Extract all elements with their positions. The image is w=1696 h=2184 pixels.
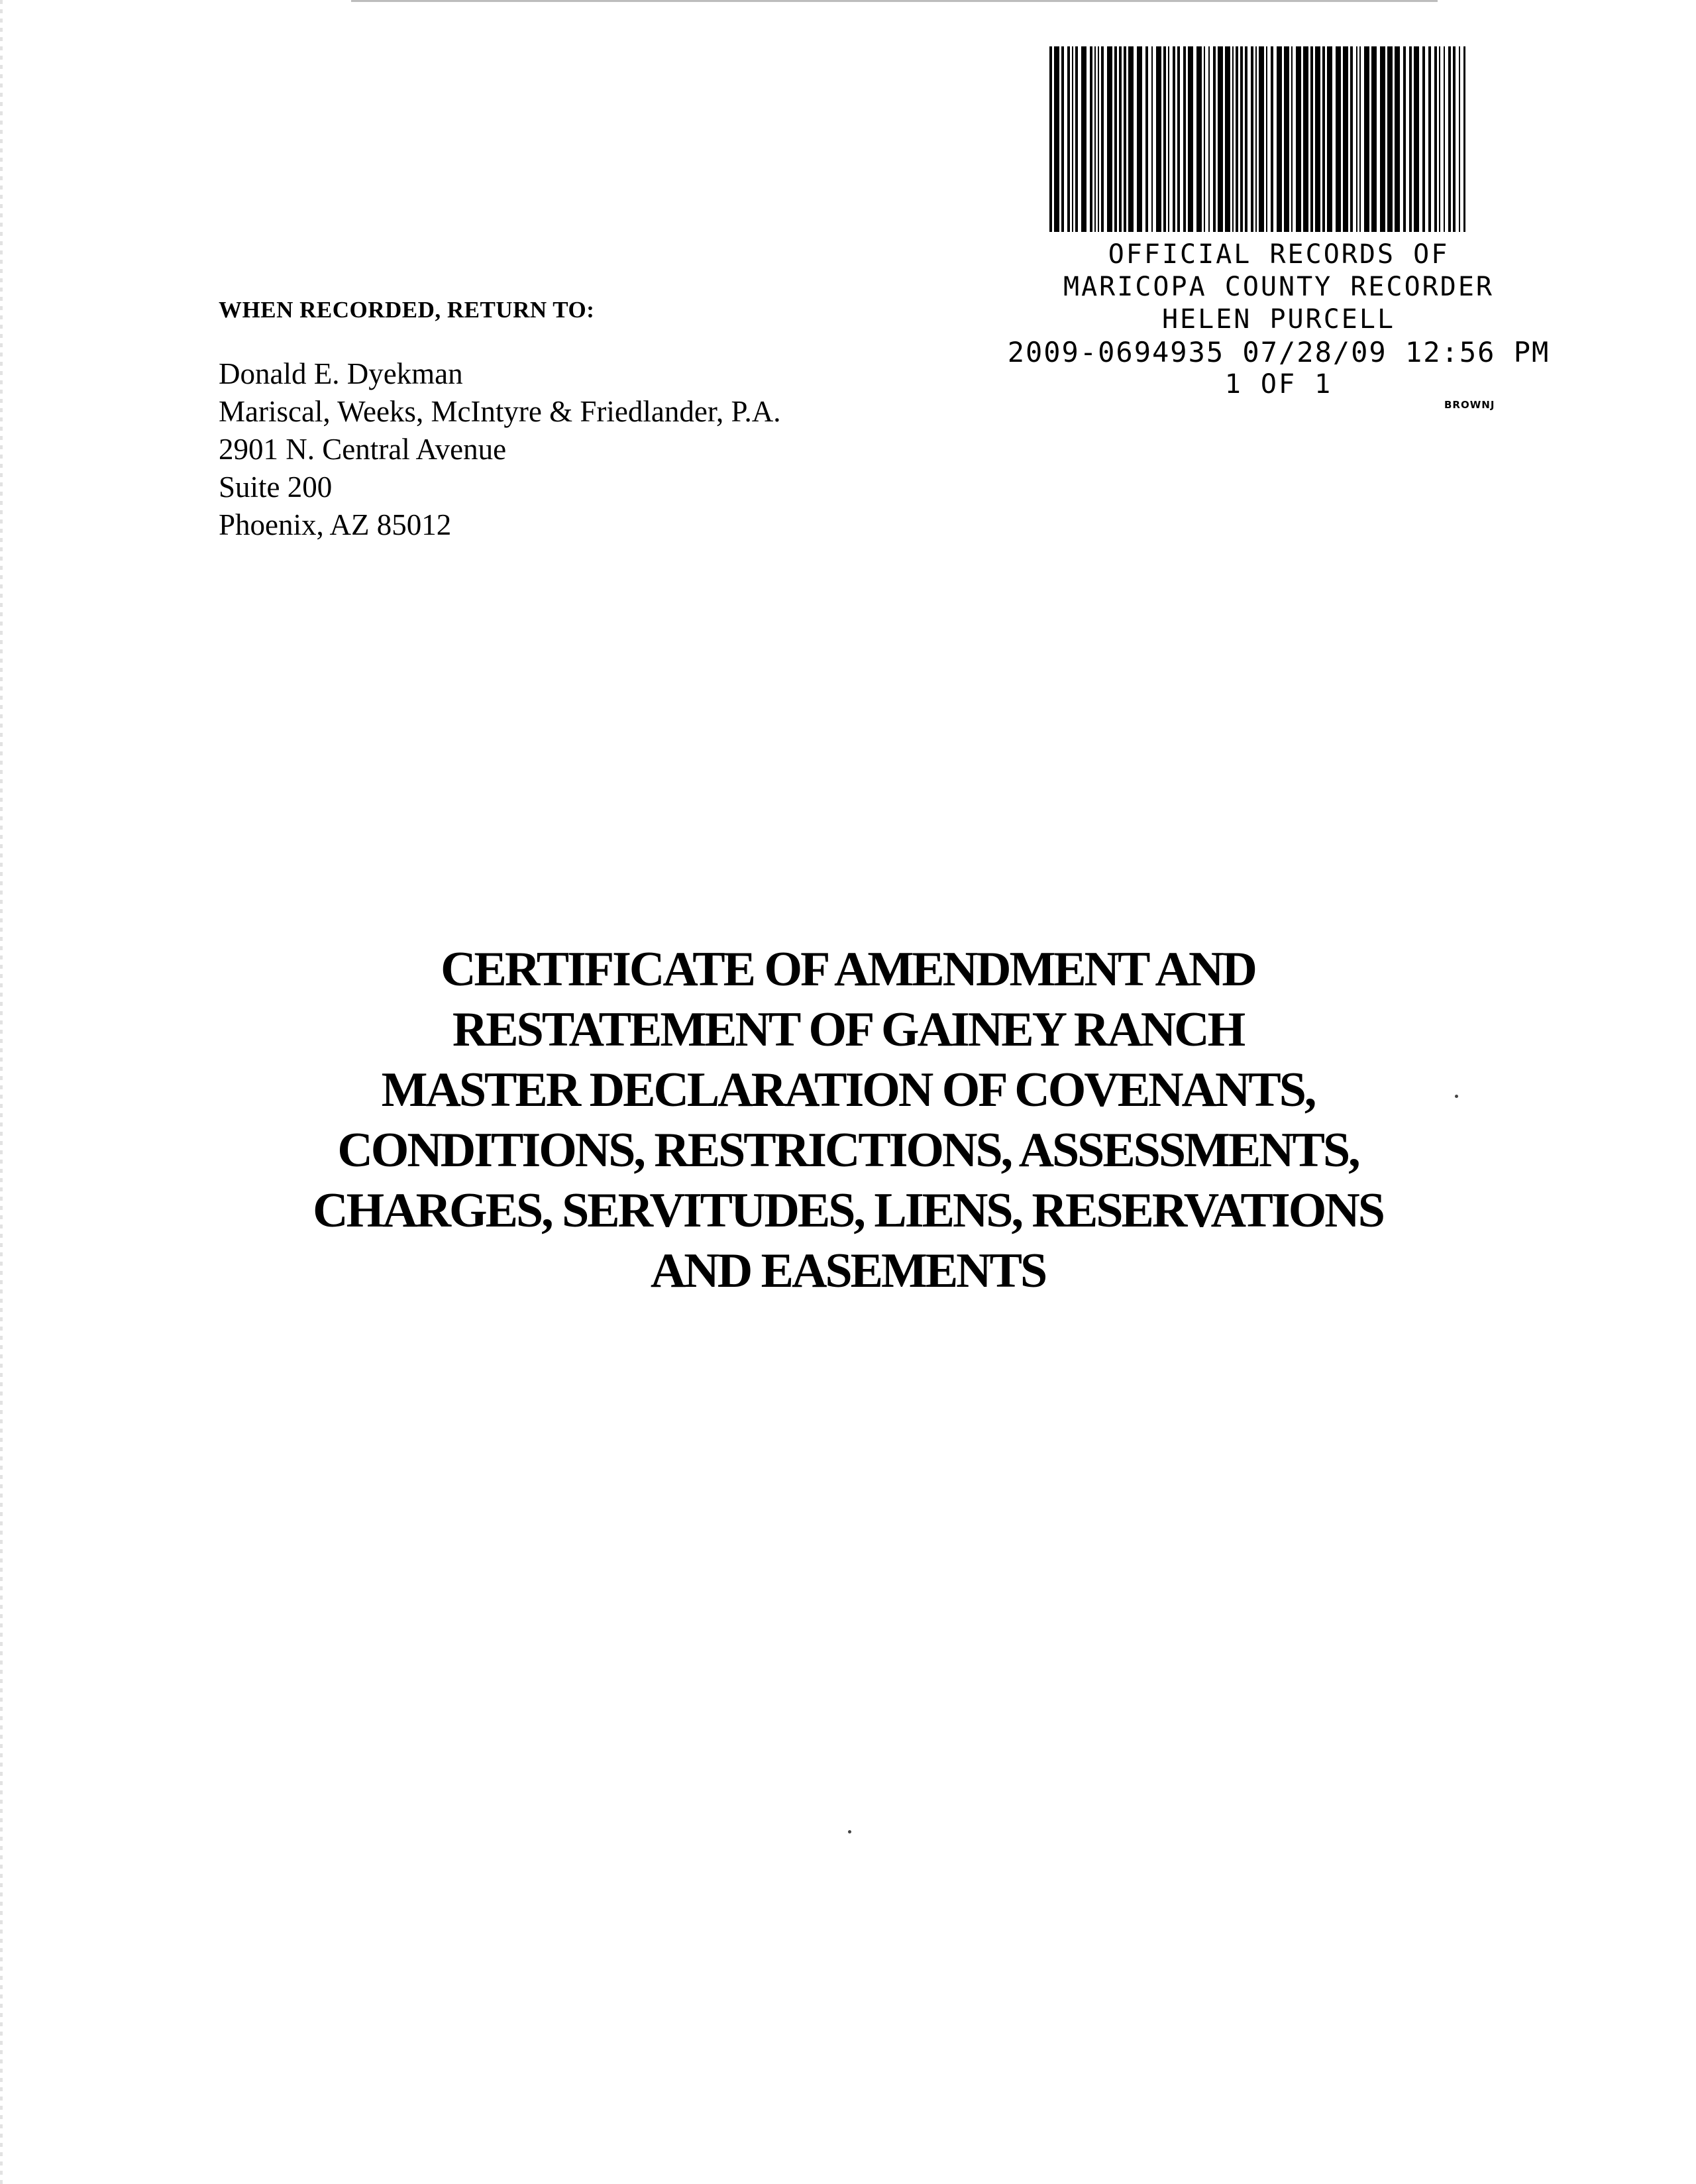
barcode-bar-15 xyxy=(1128,46,1134,232)
barcode-bar-65 xyxy=(1434,46,1437,232)
page-count: 1 OF 1 xyxy=(1224,369,1333,400)
barcode-bar-14 xyxy=(1124,46,1126,232)
barcode-bar-7 xyxy=(1090,46,1092,232)
barcode-bar-2 xyxy=(1061,46,1064,232)
barcode-bar-13 xyxy=(1119,46,1122,232)
barcode-bar-3 xyxy=(1067,46,1070,232)
barcode-bar-49 xyxy=(1327,46,1332,232)
barcode-bar-56 xyxy=(1371,46,1377,232)
stamp-line-3: HELEN PURCELL xyxy=(1161,304,1396,335)
barcode-bar-69 xyxy=(1453,46,1456,232)
title-line-4: CONDITIONS, RESTRICTIONS, ASSESSMENTS, xyxy=(337,1123,1359,1177)
title-line-3: MASTER DECLARATION OF COVENANTS, xyxy=(381,1063,1315,1117)
barcode-bar-54 xyxy=(1359,46,1361,232)
barcode-bar-4 xyxy=(1072,46,1073,232)
barcode-bar-45 xyxy=(1303,46,1308,232)
barcode-bar-48 xyxy=(1322,46,1325,232)
scan-edge-top xyxy=(351,0,1438,2)
barcode-bar-50 xyxy=(1336,46,1341,232)
barcode-bar-53 xyxy=(1356,46,1357,232)
barcode-bar-47 xyxy=(1315,46,1320,232)
scan-speck xyxy=(848,1830,851,1833)
barcode-bar-12 xyxy=(1114,46,1117,232)
barcode-bar-22 xyxy=(1173,46,1175,232)
barcode-bar-0 xyxy=(1049,46,1052,232)
title-line-1: CERTIFICATE OF AMENDMENT AND xyxy=(441,942,1255,997)
barcode-bar-70 xyxy=(1459,46,1460,232)
barcode-bar-43 xyxy=(1291,46,1293,232)
barcode-bar-1 xyxy=(1054,46,1059,232)
barcode-bar-59 xyxy=(1395,46,1400,232)
barcode-bar-52 xyxy=(1350,46,1353,232)
barcode-bar-40 xyxy=(1271,46,1273,232)
barcode-bar-28 xyxy=(1208,46,1210,232)
barcode-bar-35 xyxy=(1245,46,1247,232)
barcode-bar-61 xyxy=(1409,46,1412,232)
barcode-bar-71 xyxy=(1463,46,1465,232)
barcode-bar-41 xyxy=(1277,46,1282,232)
barcode-bar-51 xyxy=(1343,46,1348,232)
return-address xyxy=(219,355,781,544)
barcode-bar-55 xyxy=(1364,46,1369,232)
barcode-bar-37 xyxy=(1255,46,1257,232)
barcode-bar-17 xyxy=(1145,46,1148,232)
stamp-line-2: MARICOPA COUNTY RECORDER xyxy=(1063,272,1494,302)
title-line-6: AND EASEMENTS xyxy=(650,1244,1046,1298)
address-suite: Suite 200 xyxy=(219,470,333,504)
barcode-bar-25 xyxy=(1188,46,1193,232)
barcode-bar-57 xyxy=(1380,46,1385,232)
barcode-bar-29 xyxy=(1213,46,1216,232)
barcode-bar-66 xyxy=(1439,46,1440,232)
barcode-bar-33 xyxy=(1236,46,1238,232)
barcode-bar-68 xyxy=(1448,46,1451,232)
barcode-bar-23 xyxy=(1177,46,1180,232)
barcode-bar-64 xyxy=(1428,46,1431,232)
stamp-line-1: OFFICIAL RECORDS OF xyxy=(1108,239,1450,270)
barcode-bar-8 xyxy=(1094,46,1096,232)
barcode-bar-6 xyxy=(1081,46,1086,232)
barcode-bar-67 xyxy=(1444,46,1445,232)
barcode-bar-27 xyxy=(1204,46,1205,232)
barcode-bar-39 xyxy=(1266,46,1267,232)
record-number: 2009-0694935 07/28/09 12:56 PM xyxy=(1007,336,1550,368)
address-street: 2901 N. Central Avenue xyxy=(219,433,507,466)
barcode-bar-16 xyxy=(1137,46,1142,232)
barcode-bar-18 xyxy=(1151,46,1153,232)
scan-speck xyxy=(1455,1095,1458,1098)
barcode-bar-19 xyxy=(1156,46,1161,232)
address-firm: Mariscal, Weeks, McIntyre & Friedlander, P.A. xyxy=(219,395,781,428)
barcode-bar-32 xyxy=(1232,46,1234,232)
title-line-2: RESTATEMENT OF GAINEY RANCH xyxy=(452,1003,1244,1057)
recorder-stamp xyxy=(954,239,1603,401)
barcode-bar-34 xyxy=(1240,46,1243,232)
barcode-graphic xyxy=(1049,46,1468,232)
document-title xyxy=(186,940,1510,1301)
barcode-bar-62 xyxy=(1414,46,1419,232)
barcode-bar-10 xyxy=(1101,46,1104,232)
recording-barcode xyxy=(1049,46,1468,232)
barcode-bar-36 xyxy=(1251,46,1253,232)
barcode-bar-31 xyxy=(1225,46,1230,232)
barcode-bar-30 xyxy=(1218,46,1223,232)
address-city: Phoenix, AZ 85012 xyxy=(219,508,452,541)
barcode-bar-21 xyxy=(1168,46,1169,232)
title-line-5: CHARGES, SERVITUDES, LIENS, RESERVATIONS xyxy=(313,1183,1383,1238)
barcode-bar-11 xyxy=(1107,46,1112,232)
barcode-bar-46 xyxy=(1310,46,1313,232)
return-to-heading: WHEN RECORDED, RETURN TO: xyxy=(219,297,595,323)
barcode-bar-44 xyxy=(1296,46,1301,232)
barcode-bar-42 xyxy=(1284,46,1289,232)
barcode-bar-9 xyxy=(1098,46,1099,232)
clerk-code: BROWNJ xyxy=(1444,399,1495,411)
barcode-bar-60 xyxy=(1403,46,1406,232)
barcode-bar-5 xyxy=(1075,46,1078,232)
address-name: Donald E. Dyekman xyxy=(219,357,463,390)
barcode-bar-26 xyxy=(1196,46,1202,232)
barcode-bar-38 xyxy=(1259,46,1264,232)
barcode-bar-63 xyxy=(1422,46,1425,232)
scan-edge-left xyxy=(0,0,3,2184)
barcode-bar-58 xyxy=(1387,46,1393,232)
barcode-bar-24 xyxy=(1183,46,1186,232)
barcode-bar-20 xyxy=(1163,46,1166,232)
